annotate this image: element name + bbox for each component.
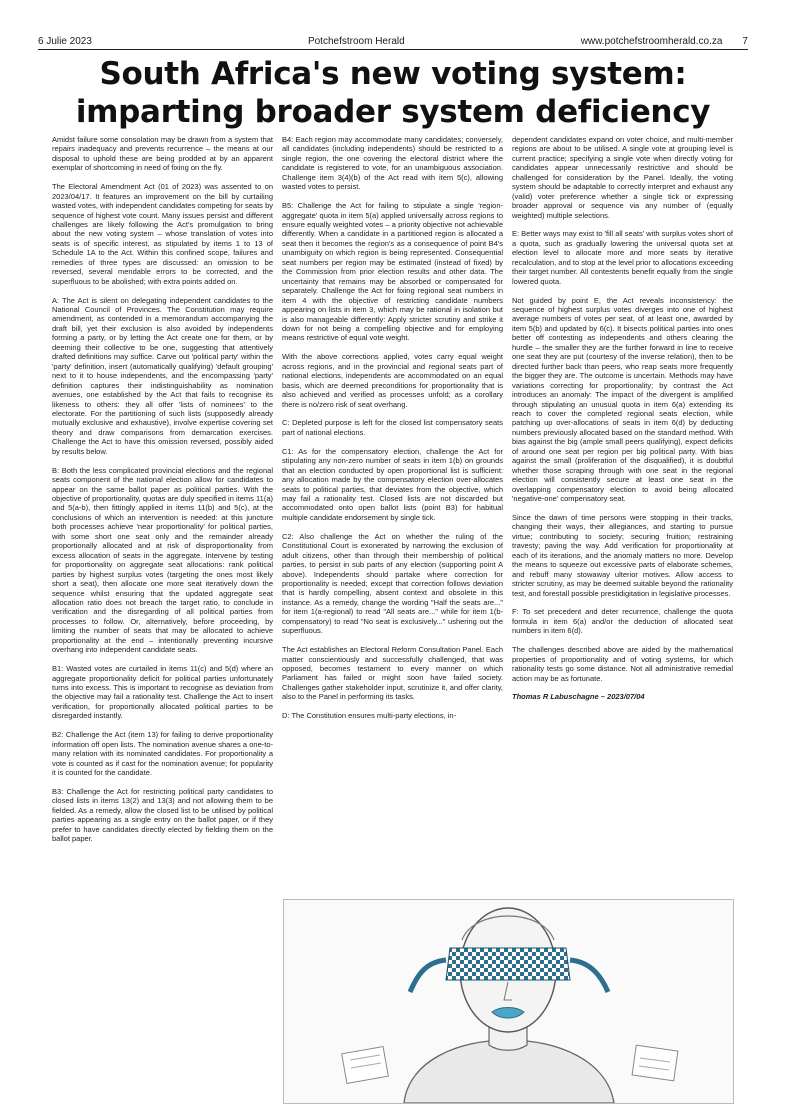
paragraph: A: The Act is silent on delegating independent candidates to the National Council of Provinces. The Constitution may require amendment, as contended in a memorandum accompanying the draft bill, yet their exclusion is also avoided by independents forming a party, or by letting the Act create one for them, or by deeming their collective to be one, suggesting that attentively drafted definitions may suffice. Carve out 'political party' within the 'party' definition, insert (automatically qualifying) 'default grouping' next to it to house independents, and the encompassing 'party' definition captures their indistinguishability as nomination avenues, one established by the Act that fails to recognise its likeness to others: they all offer 'lists of nominees' to the electorate. For the partitioning of such lists (supposedly already mutually exclusive and exhaustive), involve expertise covering set theory and draw comparisons from demarcation exercises. Challenge the Act to have this omission reversed, possibly aided by results below. xyxy=(52,295,273,456)
blindfolded-figure-ballot-icon xyxy=(284,900,733,1103)
article-column-3 xyxy=(512,135,733,711)
paragraph: With the above corrections applied, votes carry equal weight across regions, and in the provincial and regional seats part of national elections, independents are accommodated on an equal basis, which are deemed preconditions for proportionality that is also achieved and verified as processes unfold; as a corollary there is no/zero risk of seat overhang. xyxy=(282,352,503,409)
article-column-1 xyxy=(52,135,273,853)
paragraph: Amidst failure some consolation may be drawn from a system that repairs inadequacy and prevents recurrence – the means at our disposal to uphold these are being prodded at by an apparent exemplar of shortcoming in need of fixing on the fly. xyxy=(52,135,273,173)
paragraph: D: The Constitution ensures multi-party elections, in- xyxy=(282,711,457,721)
paragraph: B2: Challenge the Act (item 13) for failing to derive proportionality information off open lists. The nomination avenue shares a one-to-many relation with its nominated candidates. For proportionality a vote is counted as if cast for the nomination avenue; for popularity it is counted for the candidate. xyxy=(52,730,273,778)
paragraph: C1: As for the compensatory election, challenge the Act for stipulating any non-zero number of seats in item 1(b) on grounds that an election conducted by open proportional list is sufficient: any allocation made by the compensatory election over-allocates seats to political parties, that deviates from the objective, which may fail a rationality test. Closed lists are not discarded but accommodated onto open ballot lists (point B3) for habitual multiple candidate endorsement by single tick. xyxy=(282,446,503,522)
paragraph: B1: Wasted votes are curtailed in items 11(c) and 5(d) where an aggregate proportionality deficit for political parties unfortunately turns into excess. This is important to recognise as deviation from the objective may fail a rationality test. Challenge the Act to insert verification, for proportionally allocated political parties to be disregarded instantly. xyxy=(52,664,273,721)
page-header xyxy=(38,34,748,48)
paragraph: The Electoral Amendment Act (01 of 2023) was assented to on 2023/04/17. It features an improvement on the bill by curtailing wasted votes, with independent candidates competing for seats by sequence of highest vote count. Many issues persist and different challenges are likely following the Act's promulgation to bring about the new voting system – whose translation of votes into seats is of specific interest, as stipulated by items 1 to 13 of Schedule 1A to the Act. Within this confined scope, failures and remedies of three types are discussed: an omission to be reversed, several mendable errors to be corrected, and the superfluous to be abolished; with extra points added on. xyxy=(52,182,273,286)
page-number: 7 xyxy=(742,35,748,47)
paragraph: F: To set precedent and deter recurrence, challenge the quota formula in item 6(a) and/or the deduction of allocated seat numbers in item 6(d). xyxy=(512,607,733,636)
paragraph: B4: Each region may accommodate many candidates; conversely, all candidates (including independents) should be restricted to a single region, the one covering the electoral district where the candidate is registered to vote, for an unambiguous association. Challenge item 3(4)(b) of the Act read with item 5(c), allowing wasted votes to persist. xyxy=(282,135,503,192)
paragraph: B: Both the less complicated provincial elections and the regional seats component of the national election allow for candidates to appear on the same ballot paper as political parties. With the objective of proportionality, quotas are duly specified in items 11(a) and 5(a-b), then fittingly applied in items 11(b) and 5(c), at the conclusions of which an intervention is needed: at this juncture both processes achieve 'near proportionality' for political parties, with some short one seat only and the remainder already proportionally allocated and at risk of disproportionality from excess allocation of seats in the aggregate. Intervene by testing for proportionality on aggregate seat allocations: rank political parties by highest surplus votes (targeting the ones most likely short a seat), then allocate one more seat iteratively down the sequence whilst ensuring that the updated aggregate seat allocation ratio does not breach the target ratio, to conclude in verification and the disregarding of all political parties from processes to follow. Or, alternatively, before proceeding, by limiting the number of seats that may be allocated to achieve proportionality at the end – intentionally preventing incursive overhang into independent candidate seats. xyxy=(52,465,273,655)
article-column-2 xyxy=(282,135,503,730)
paragraph: dependent candidates expand on voter choice, and multi-member regions are about to be utilised. A single vote at grouping level is current practice; specifying a single vote when directly voting for candidates appear unnecessarily restrictive and should be challenged for consideration by the Panel. Ideally, the voting system should be adaptable to correctly interpret and exhaust any (valid) voter preference whether a single tick or expressing broader approval or sequence via any number of (equally weighted) multiple selections. xyxy=(512,135,733,220)
paragraph: Not guided by point E, the Act reveals inconsistency: the sequence of highest surplus votes diverges into one of highest average numbers of votes per seat, of at least one, awarded by item 5(b) and updated by 6(c). It bisects political parties into ones better off contesting as independents and others clearing the hurdle – the smaller they are the further forward in line to receive one seat they are put (courtesy of the inverse relation), then to be directed further back than peers, who reap seats more frequently the bigger they are. The outcome is uncertain. Methods may have variations correcting for proportionality; by contrast the Act introduces an anomaly: The impact of the divergent is amplified through stipulating an unusual quota in item 6(a) extending its reach to cover the completed regional seats election, while patching up over-allocations of seats in item 6(d) by deducting numbers previously allocated based on the standard method. With bias against the big (ample small peers qualifying), expect deficits of around one seat per region per big political party. With bias against the small (proliferation of the disqualified), it is doubtful whether those scraping through with one seat in the regional election will consistently secure at least one seat in the overlapping compensatory election to avoid being allocated 'negative-one' compensatory seat. xyxy=(512,295,733,504)
paragraph: C2: Also challenge the Act on whether the ruling of the Constitutional Court is exonerated by narrowing the exclusion of adult citizens, other than through their membership of political parties, to persist in sub parts of any election (supporting point A above). Independents should partake where correction for proportionality is needed; except that correction follows deviation that is hardly compelling, absent context and obsolete in this instance. As a remedy, change the wording "Half the seats are..." for item 1(a-regional) to read "All seats are..." while for item 1(b-compensatory) to read "No seat is exclusively..." ushering out the superfluous. xyxy=(282,531,503,636)
header-right xyxy=(581,36,748,47)
paragraph: Since the dawn of time persons were stopping in their tracks, changing their ways, their allegiances, and starting to pursue virtue; contributing to society; securing fruition; restraining travesty; paving the way. Add verification for proportionality at each of its iterations, and the anomaly matters no more. Develop the means to squeeze out excessive parts of elaborate schemes, and rebuff many stowaway ulterior motives. Allow access to stricter scrutiny, as may be deemed suitable beyond the rationality test, and forestall possible prestidigitation in legislative processes. xyxy=(512,512,733,598)
paragraph: C: Depleted purpose is left for the closed list compensatory seats part of national elections. xyxy=(282,418,503,437)
paragraph: B3: Challenge the Act for restricting political party candidates to closed lists in items 13(2) and 13(3) and not allowing them to be fielded. As a remedy, allow the closed list to be utilised by political parties appearing as a single entry on the ballot paper, or if they prefer to have candidates directly elected by fielding them on the ballot paper. xyxy=(52,786,273,844)
paragraph: The Act establishes an Electoral Reform Consultation Panel. Each matter conscientiously and successfully challenged, that was opposed, becomes testament to every manner on which Parliament has failed or might soon have failed society. Challenges gather stakeholder input, scrutinize it, and offer clarity, also to the Panel in performing its tasks. xyxy=(282,645,503,702)
paragraph: E: Better ways may exist to 'fill all seats' with surplus votes short of a quota, such as gradually lowering the universal quota set at election level to allocate more and more seats by iterative recalculation, and to stop at the level prior to allocations exceeding their target number. All contestents benefit equally from the single lowered quota. xyxy=(512,229,733,286)
header-rule xyxy=(38,49,748,50)
author-signoff: Thomas R Labuschagne – 2023/07/04 xyxy=(512,692,645,702)
paragraph: B5: Challenge the Act for failing to stipulate a single 'region-aggregate' quota in item 5(a) applied universally across regions to ensure equally weighted votes – a priority objective not achievable differently. When a candidate in a partitioned region is allocated a seat then it becomes the region's as a consequence of point B4's unambiguity on which region is being represented. Consequential seat numbers per region may be estimated (instead of fixed) by the Commission from prior election results and other data. The uncertainty that remains may be absorbed or compensated for separately. Challenge the Act for fixing regional seat numbers in item 4 with the objective of restricting candidate numbers appearing on lists in item 3, which may be rational in isolation but is also manageable differently: Apply stricter scrutiny and strike it down for not being a compelling objective and for employing means restrictive of equal vote weight. xyxy=(282,201,503,343)
article-title: South Africa's new voting system: imparting broader system deficiency xyxy=(75,56,711,130)
publication-name: Potchefstroom Herald xyxy=(307,35,405,47)
issue-date: 6 Julie 2023 xyxy=(38,35,92,47)
paragraph: The challenges described above are aided by the mathematical properties of proportionality and of voting systems, for which rationality tests go some distance. Not all administrative remedial action may be as fortunate. xyxy=(512,645,733,683)
article-illustration xyxy=(283,899,734,1104)
website-link[interactable]: www.potchefstroomherald.co.za xyxy=(580,35,723,47)
